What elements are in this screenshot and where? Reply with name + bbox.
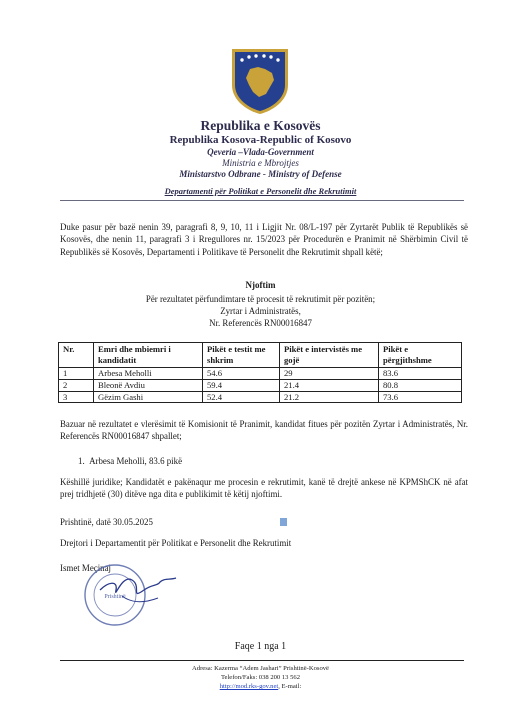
winner-list-item	[78, 456, 182, 466]
column-header-total: Pikët e përgjithshme	[379, 343, 462, 368]
notice-line-3: Nr. Referencës RN00016847	[209, 318, 312, 328]
column-header-name: Emri dhe mbiemri i kandidatit	[94, 343, 203, 368]
table-header-row	[59, 343, 462, 368]
notice-line-1: Për rezultatet përfundimtare të procesit të rekrutimit për pozitën;	[145, 294, 376, 304]
republic-subtitle: Republika Kosova-Republic of Kosovo	[169, 134, 352, 146]
page-number: Faqe 1 nga 1	[234, 641, 287, 652]
website-link[interactable]: http://mod.rks-gov.net	[219, 683, 279, 690]
footer-divider	[60, 660, 464, 661]
cell-total: 73.6	[379, 391, 462, 403]
header-divider	[60, 200, 464, 201]
column-header-interview: Pikët e intervistës me gojë	[280, 343, 379, 368]
cell-interview: 29	[280, 368, 379, 380]
cell-name: Gëzim Gashi	[94, 391, 203, 403]
cell-nr: 3	[59, 391, 94, 403]
ministry-albanian: Ministria e Mbrojtjes	[222, 158, 299, 168]
cell-nr: 1	[59, 368, 94, 380]
notice-line-2: Zyrtar i Administratës,	[220, 306, 301, 316]
cell-total: 80.8	[379, 379, 462, 391]
column-header-nr: Nr.	[59, 343, 94, 368]
footer-contact	[0, 683, 521, 692]
cell-name: Bleonë Avdiu	[94, 379, 203, 391]
signatory-name: Ismet Meçinaj	[60, 563, 112, 573]
ministry-serbian-english: Ministarstvo Odbrane - Ministry of Defense	[179, 169, 342, 179]
winner-number: 1.	[78, 456, 85, 466]
stamp-and-signature	[60, 560, 200, 630]
blue-marker	[280, 518, 287, 526]
signatory-title: Drejtori i Departamentit për Politikat e Personelit dhe Rekrutimit	[60, 538, 292, 548]
government-line: Qeveria –Vlada-Government	[207, 147, 314, 157]
email-label: , E-mail:	[278, 683, 302, 690]
cell-written: 52.4	[203, 391, 280, 403]
cell-written: 59.4	[203, 379, 280, 391]
stamp-text: Prishtinë	[104, 594, 126, 600]
cell-name: Arbesa Meholli	[94, 368, 203, 380]
winner-name-score: Arbesa Meholli, 83.6 pikë	[89, 456, 183, 466]
result-paragraph: Bazuar në rezultatet e vlerësimit të Komisionit të Pranimit, kandidat fitues për pozitën Zyrtar i Administratës, Nr. Referencës RN00016847 shpallet;	[60, 419, 468, 442]
table-row	[59, 391, 462, 403]
republic-title: Republika e Kosovës	[200, 118, 321, 133]
results-table	[58, 342, 462, 403]
kosovo-coat-of-arms-emblem	[228, 47, 292, 115]
notice-title: Njoftim	[245, 280, 276, 290]
footer-phone: Telefon/Faks: 038 200 13 562	[220, 674, 301, 681]
cell-interview: 21.4	[280, 379, 379, 391]
column-header-written-test: Pikët e testit me shkrim	[203, 343, 280, 368]
date-line: Prishtinë, datë 30.05.2025	[60, 517, 153, 527]
department-name: Departamenti për Politikat e Personelit dhe Rekrutimit	[164, 186, 357, 196]
cell-interview: 21.2	[280, 391, 379, 403]
table-row	[59, 368, 462, 380]
cell-nr: 2	[59, 379, 94, 391]
table-row	[59, 379, 462, 391]
legal-advice-paragraph: Këshillë juridike; Kandidatët e pakënaqur me procesin e rekrutimit, kanë të drejtë ankese në KPMShCK në afat prej tridhjetë (30) ditëve nga dita e publikimit të këtij njoftimi.	[60, 477, 468, 500]
cell-written: 54.6	[203, 368, 280, 380]
intro-paragraph: Duke pasur për bazë nenin 39, paragrafi 8, 9, 10, 11 i Ligjit Nr. 08/L-197 për Zyrtarët Publik të Republikës së Kosovës, dhe nenin 11, paragrafi 3 i Rregullores nr. 15/2023 për Procedurën e Pranimit në Shërbimin Civil të Republikës së Kosovës, Departamenti i Politikave të Personelit dhe Rekrutimit shpall këtë;	[60, 222, 468, 257]
footer-address: Adresa: Kazerma “Adem Jashari” Prishtinë-Kosovë	[192, 665, 329, 672]
cell-total: 83.6	[379, 368, 462, 380]
